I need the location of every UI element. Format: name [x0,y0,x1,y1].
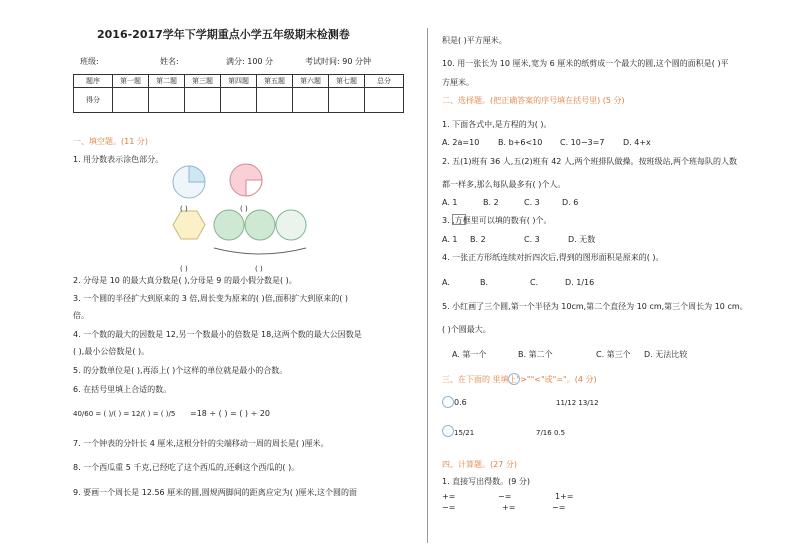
choice-option: D. 4+x [623,138,651,147]
compare-1a: 0.6 [454,398,467,407]
score-cell[interactable] [257,88,293,113]
question-6-equation-2: =18 ÷ ( ) = ( ) ÷ 20 [190,409,270,418]
score-table-header-row [74,75,404,88]
section-choice: 二、选择题。(把正确答案的序号填在括号里) (5 分) [442,96,625,105]
compare-circle[interactable] [442,396,454,408]
answer-blank: ( ) [240,205,248,213]
choice-4: 4. 一张正方形纸连续对折四次后,得到的图形面积是原来的( )。 [442,253,664,262]
choice-5: 5. 小红画了三个圆,第一个半径为 10cm,第二个直径为 10 cm,第三个周长为 10 cm。 [442,302,748,311]
full-score-label: 满分: 100 分 [226,57,274,66]
choice-1: 1. 下面各式中,是方程的为( )。 [442,120,552,129]
choice-option: C. 第三个 [596,350,631,359]
choice-option: B. 2 [483,198,499,207]
choice-option: B. b+6<10 [498,138,543,147]
calc-item: −= [442,503,456,512]
exam-time-label: 考试时间: 90 分钟 [305,57,371,66]
choice-2-cont: 都一样多,那么每队最多有( )个人。 [442,180,566,189]
compare-2b: 7/16 0.5 [536,429,566,437]
score-cell[interactable] [329,88,365,113]
choice-option: D. 6 [562,198,579,207]
section-calculation: 四、计算题。(27 分) [442,460,517,469]
score-header-cell: 总分 [365,75,404,88]
score-cell[interactable] [149,88,185,113]
choice-option: B. 第二个 [518,350,553,359]
choice-option: D. 1/16 [565,278,595,287]
score-header-cell: 第五题 [257,75,293,88]
hexagon-figure [173,211,205,239]
calc-item: −= [552,503,566,512]
choice-option: A. 1 [442,235,458,244]
score-header-cell: 题序 [74,75,113,88]
class-label: 班级: [80,57,99,66]
compare-1b: 11/12 13/12 [556,399,599,407]
score-cell[interactable] [221,88,257,113]
compare-2a: 15/21 [454,429,475,437]
choice-option: D. 无法比较 [644,350,688,359]
score-cell[interactable] [113,88,149,113]
choice-5-cont: ( )个圆最大。 [442,325,491,334]
score-header-cell: 第六题 [293,75,329,88]
page-title: 2016-2017学年下学期重点小学五年级期末检测卷 [97,28,350,41]
name-label: 姓名: [160,57,179,66]
choice-option: C. 3 [524,198,540,207]
unshaded-sector [246,180,262,196]
circle-figure-green-1 [214,210,244,240]
choice-option: A. 1 [442,198,458,207]
score-header-cell: 第四题 [221,75,257,88]
score-cell[interactable] [365,88,404,113]
score-row-label: 得分 [74,88,113,113]
question-3-cont: 倍。 [73,311,89,320]
calc-item: 1+= [555,492,574,501]
choice-option: A. 2a=10 [442,138,480,147]
score-cell[interactable] [293,88,329,113]
answer-blank: ( ) [255,265,263,273]
choice-option: B. [480,278,489,287]
compare-circle-icon [508,373,520,385]
question-7: 7. 一个钟表的分针长 4 厘米,这根分针的尖端移动一周的周长是( )厘米。 [73,439,329,448]
answer-blank: ( ) [180,205,188,213]
question-4: 4. 一个数的最大的因数是 12,另一个数最小的倍数是 18,这两个数的最大公因数是 [73,330,362,339]
question-3: 3. 一个圆的半径扩大到原来的 3 倍,周长变为原来的( )倍,面积扩大到原来的( ) [73,294,349,303]
compare-circle[interactable] [442,425,454,437]
question-8: 8. 一个西瓜重 5 千克,已经吃了这个西瓜的,还剩这个西瓜的( )。 [73,463,300,472]
question-2: 2. 分母是 10 的最大真分数是( ),分母是 9 的最小假分数是( )。 [73,276,297,285]
question-9: 9. 要画一个周长是 12.56 厘米的圆,圆规两脚间的距离应定为( )厘米,这个圆的面 [73,488,358,497]
choice-option: C. 3 [524,235,540,244]
choice-option: B. 2 [470,235,486,244]
column-divider [427,28,428,543]
fraction-figures [160,160,310,280]
shaded-sector [189,166,205,182]
question-10: 10. 用一张长为 10 厘米,宽为 6 厘米的纸剪成一个最大的圆,这个圆的面积是( )平 [442,59,729,68]
calc-item: −= [498,492,512,501]
question-6: 6. 在括号里填上合适的数。 [73,385,172,394]
choice-3: 3. ,方框里可以填的数有( )个。 [442,216,552,225]
section-fill-blank: 一、填空题。(11 分) [73,137,148,146]
question-9-cont: 积是( )平方厘米。 [442,36,507,45]
choice-option: C. 10−3=7 [560,138,605,147]
score-header-cell: 第二题 [149,75,185,88]
score-header-cell: 第一题 [113,75,149,88]
section-compare: 三、在下面的 里填上">""<"或"="。(4 分) [442,375,597,384]
question-6-equation-1: 40/60 = ( )/( ) = 12/( ) = ( )/5 [73,410,176,418]
calc-item: += [442,492,456,501]
question-4-cont: ( ),最小公倍数是( )。 [73,347,150,356]
question-5: 5. 的分数单位是( ),再添上( )个这样的单位就是最小的合数。 [73,366,288,375]
choice-option: A. [442,278,450,287]
circle-figure-green-2 [245,210,275,240]
score-cell[interactable] [185,88,221,113]
choice-option: C. [530,278,539,287]
question-10-cont: 方厘米。 [442,78,474,87]
calc-item: += [502,503,516,512]
circle-figure-green-3 [276,210,306,240]
score-table-row [74,88,404,113]
calc-instruction: 1. 直接写出得数。(9 分) [442,477,531,486]
choice-option: D. 无数 [568,235,596,244]
question-1: 1. 用分数表示涂色部分。 [73,155,164,164]
choice-option: A. 第一个 [452,350,487,359]
score-table [73,74,404,113]
choice-2: 2. 五(1)班有 36 人,五(2)班有 42 人,两个班排队做操。按班级站,两个班每队的人数 [442,157,737,166]
score-header-cell: 第三题 [185,75,221,88]
brace [214,248,306,254]
score-header-cell: 第七题 [329,75,365,88]
answer-blank: ( ) [180,265,188,273]
